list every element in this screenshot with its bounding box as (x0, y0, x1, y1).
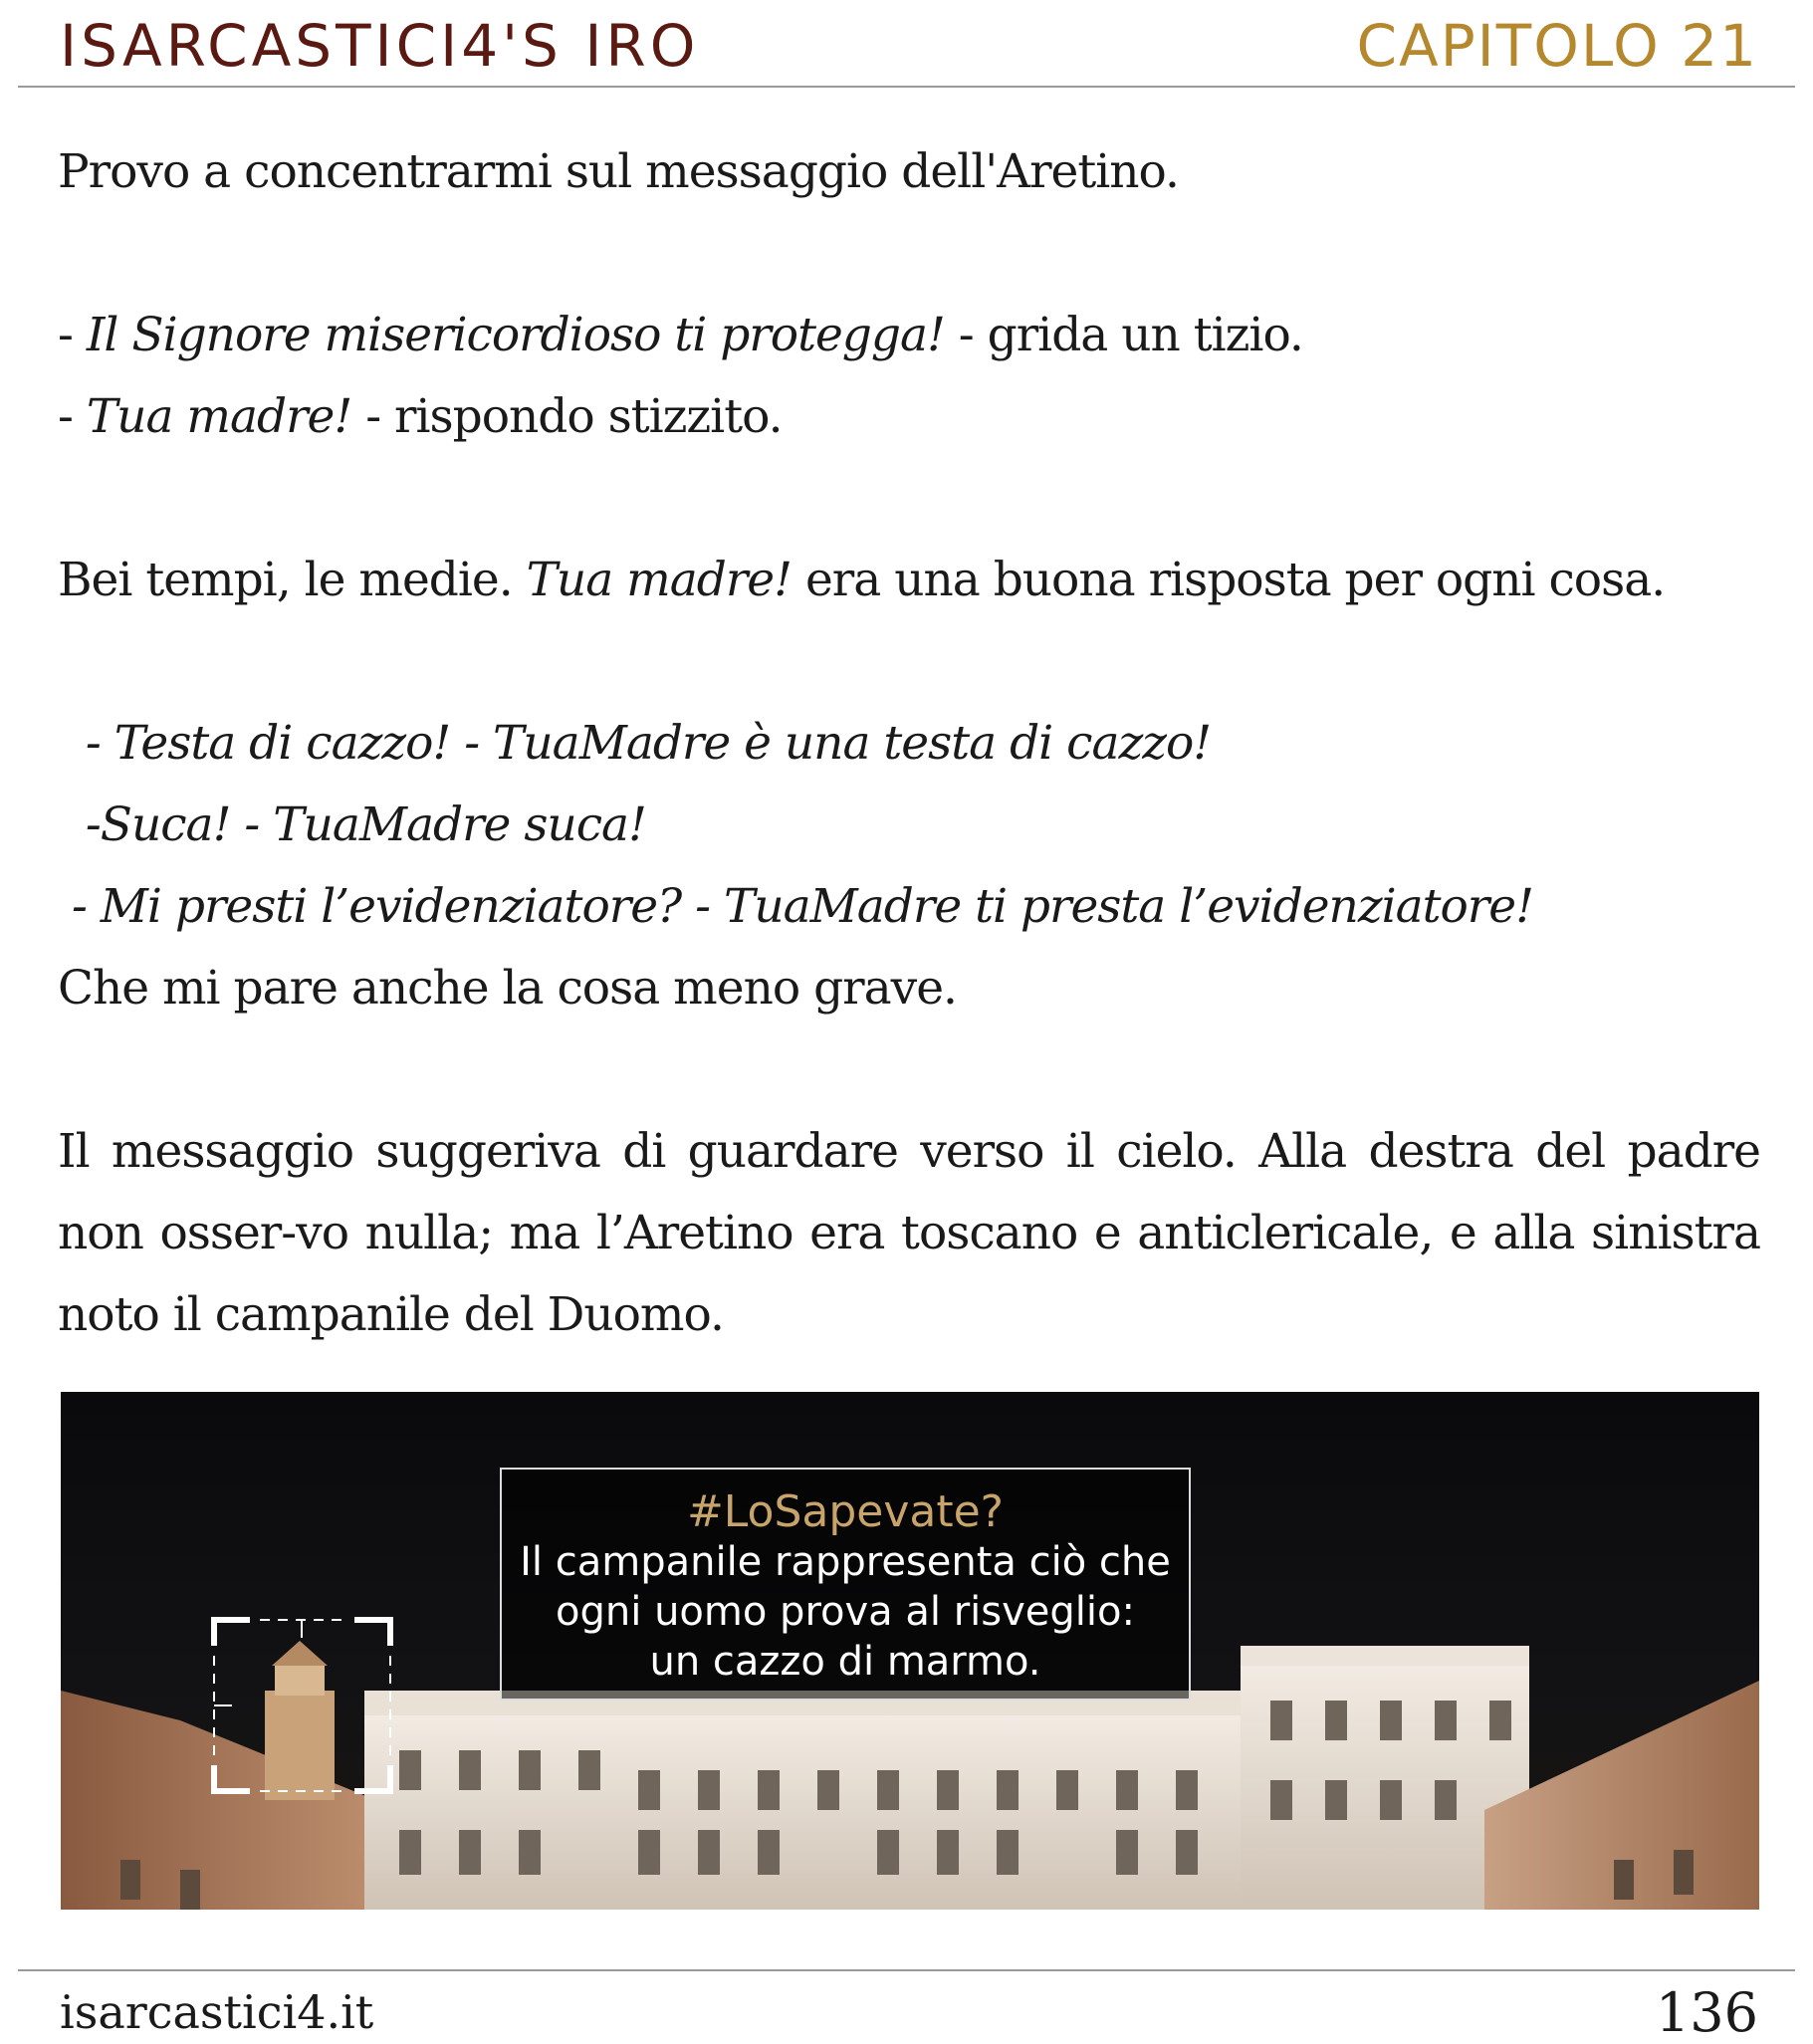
dash: - (58, 308, 87, 362)
paragraph: Il messaggio suggeriva di guardare verso il cielo. Alla destra del padre non osser-vo nulla; ma l’Aretino era toscano e anticlericale, e alla sinistra noto il campanile del Duomo. (58, 1124, 1760, 1342)
footer-url: isarcastici4.it (60, 1985, 374, 2039)
italic-quote: Il Signore misericordioso ti protegga! (86, 308, 945, 362)
page-header (0, 0, 1813, 90)
italic-quote: - Testa di cazzo! - TuaMadre è una testa di cazzo! (58, 716, 1212, 771)
dialogue-line (58, 376, 1760, 458)
italic-quote: Tua madre! (526, 553, 793, 607)
callout-line: ogni uomo prova al risveglio: (556, 1589, 1135, 1635)
palace-photo (61, 1392, 1759, 1910)
italic-line (58, 785, 1760, 866)
italic-quote: Tua madre! (86, 389, 352, 444)
dialogue-rest: - grida un tizio. (944, 308, 1303, 362)
paragraph-gap (58, 621, 1760, 703)
book-title: ISARCASTICI4'S IRO (60, 12, 700, 80)
dialogue-rest: - rispondo stizzito. (351, 389, 783, 444)
paragraph-gap (58, 1029, 1760, 1111)
header-rule (18, 86, 1795, 88)
paragraph-gap (58, 458, 1760, 540)
chapter-body (58, 131, 1760, 1356)
footer-rule (18, 1969, 1795, 1971)
italic-line (58, 703, 1760, 785)
callout-line: Il campanile rappresenta ciò che (520, 1539, 1171, 1585)
paragraph (58, 540, 1760, 621)
did-you-know-callout (500, 1468, 1191, 1701)
page-number: 136 (1655, 1981, 1758, 2044)
italic-quote: -Suca! - TuaMadre suca! (58, 797, 646, 852)
paragraph: Che mi pare anche la cosa meno grave. (58, 961, 957, 1016)
chapter-title: CAPITOLO 21 (1356, 12, 1758, 80)
callout-line: un cazzo di marmo. (649, 1639, 1041, 1685)
italic-line (58, 866, 1760, 948)
text-span: era una buona risposta per ogni cosa. (792, 553, 1666, 607)
dash: - (58, 389, 87, 444)
paragraph-gap (58, 213, 1760, 295)
paragraph: Provo a concentrarmi sul messaggio dell'Aretino. (58, 144, 1179, 199)
focus-frame-icon (210, 1616, 394, 1795)
dialogue-line (58, 295, 1760, 376)
italic-quote: - Mi presti l’evidenziatore? - TuaMadre ti presta l’evidenziatore! (58, 879, 1533, 934)
text-span: Bei tempi, le medie. (58, 553, 527, 607)
hashtag: #LoSapevate? (686, 1486, 1005, 1537)
